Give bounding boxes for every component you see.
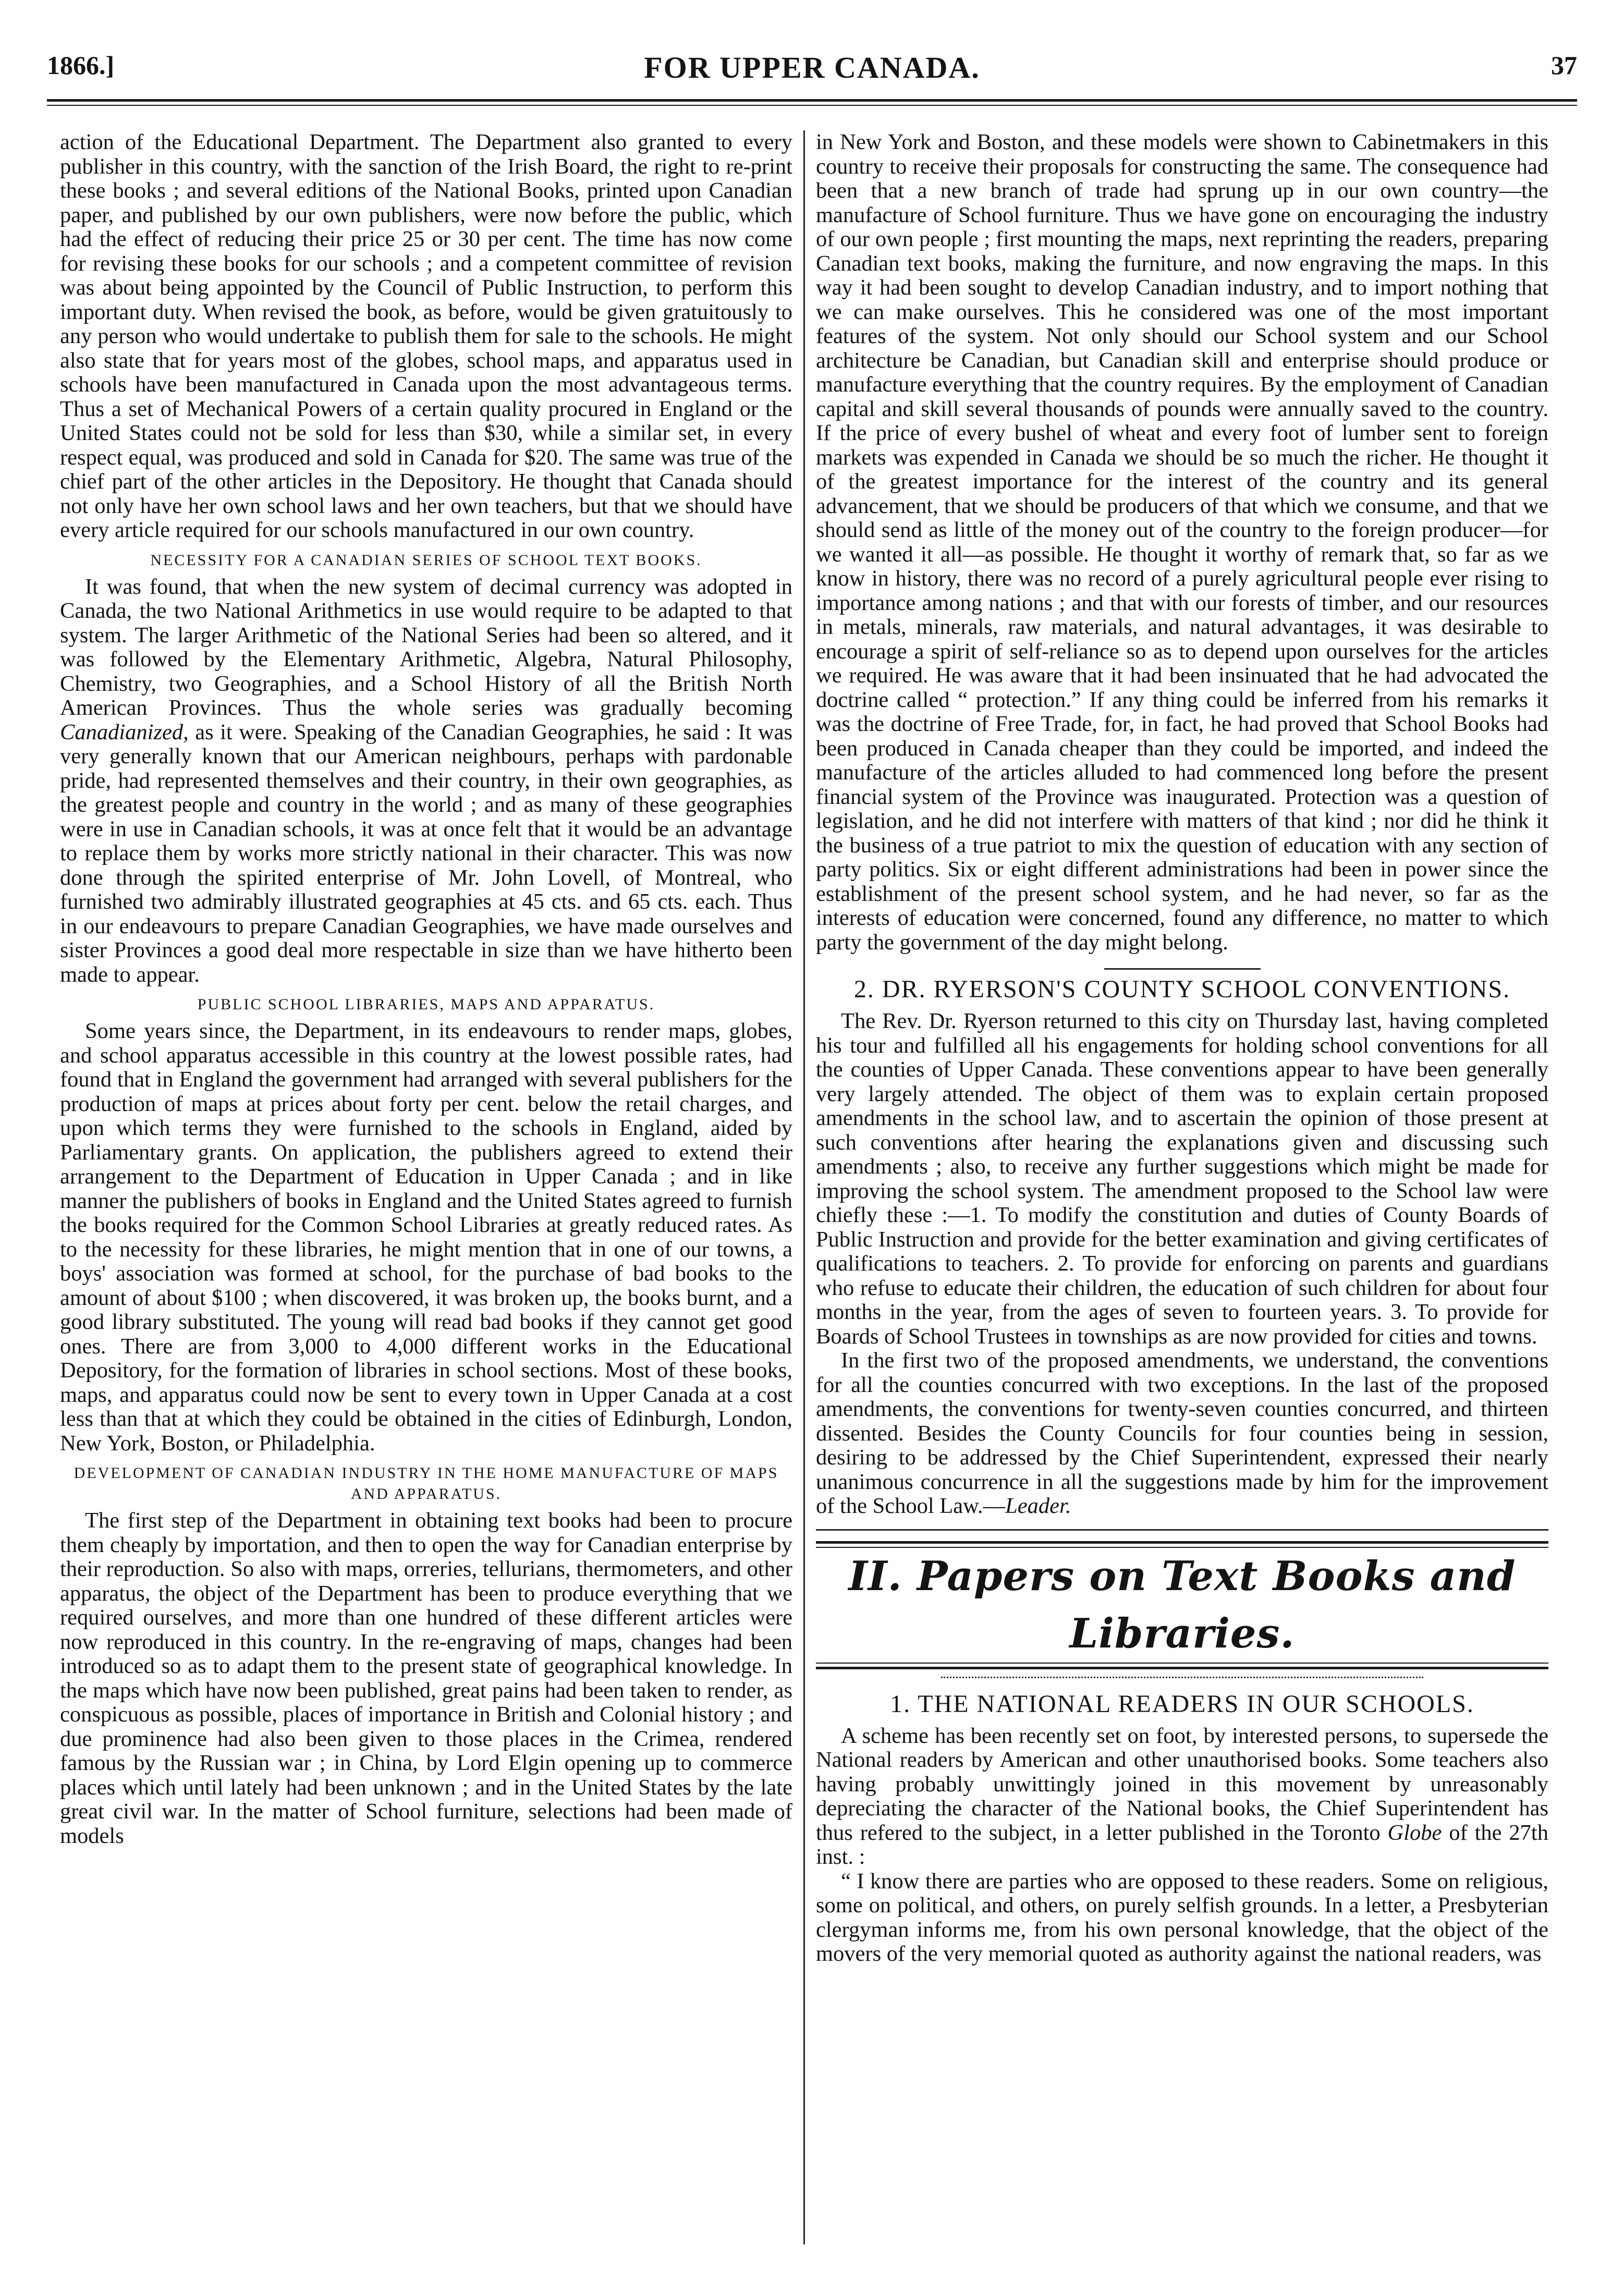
section-header xyxy=(816,1541,1548,1669)
subheading: PUBLIC SCHOOL LIBRARIES, MAPS AND APPARATUS. xyxy=(197,996,655,1013)
left-column xyxy=(60,130,792,2247)
section-rule xyxy=(816,1663,1548,1669)
paragraph: The first step of the Department in obtaining text books had been to procure them cheaply by importation, and then to open the way for Canadian enterprise by their reproduction. So also with maps, orreries, tellurians, thermometers, and other apparatus, the object of the Department has been to produce everything that we required ourselves, and more than one hundred of these different articles were now reproduced in this country. In the re-engraving of maps, changes had been introduced so as to adapt them to the present state of geographical knowledge. In the maps which have now been published, great pains had been taken to render, as conspicuous as possible, places of importance in British and Colonial history ; and due prominence had also been given to those places in the Crimea, rendered famous by the Russian war ; in China, by Lord Elgin opening up to commerce places which until lately had been unknown ; and in the United States by the late great civil war. In the matter of School furniture, selections had been made of models xyxy=(60,1508,792,1848)
divider xyxy=(1104,968,1261,970)
article-title: 1. THE NATIONAL READERS IN OUR SCHOOLS. xyxy=(890,1690,1474,1718)
ornamental-divider xyxy=(941,1677,1423,1684)
paragraph: Some years since, the Department, in its endeavours to render maps, globes, and school apparatus accessible in this country at the lowest possible rates, had found that in England the government had arranged with several publishers for the production of maps at prices about forty per cent. below the retail charges, and upon which terms they were furnished to the schools in England, aided by Parliamentary grants. On application, the publishers agreed to extend their arrangement to the Department of Education in Upper Canada ; and in like manner the publishers of books in England and the United States agreed to furnish the books required for the Common School Libraries at greatly reduced rates. As to the necessity for these libraries, he might mention that in one of our towns, a boys' association was formed at school, for the purchase of bad books to the amount of about $100 ; when discovered, it was broken up, the books burnt, and a good library substituted. The young will read bad books if they cannot get good ones. There are from 3,000 to 4,000 different works in the Educational Depository, for the formation of libraries in school sections. Most of these books, maps, and apparatus could now be sent to every town in Upper Canada at a cost less than that at which they could be obtained in the cities of Edinburgh, London, New York, Boston, or Philadelphia. xyxy=(60,1019,792,1456)
paragraph: The Rev. Dr. Ryerson returned to this city on Thursday last, having completed his tour and fulfilled all his engagements for holding school conventions for all the counties of Upper Canada. These conventions appear to have been generally very largely attended. The object of them was to explain certain proposed amendments in the school law, and to ascertain the opinion of those present at such conventions after hearing the explanations given and discussing such amendments ; also, to receive any further suggestions which might be made for improving the school system. The amendment proposed to the School law were chiefly these :—1. To modify the constitution and duties of County Boards of Public Instruction and provide for the better examination and giving certificates of qualifications to teachers. 2. To provide for enforcing on parents and guardians who refuse to educate their children, the education of such children for about four months in the year, from the ages of seven to fourteen years. 3. To provide for Boards of School Trustees in townships as are now provided for cities and towns. xyxy=(816,1009,1548,1349)
header-rule xyxy=(47,99,1577,106)
paragraph: A scheme has been recently set on foot, by interested persons, to supersede the National readers by American and other unauthorised books. Some teachers also having probably unwittingly joined in this movement by unreasonably depreciating the character of the National books, the Chief Superintendent has thus refered to the subject, in a letter published in the Toronto Globe of the 27th inst. : xyxy=(816,1723,1548,1869)
right-column xyxy=(816,130,1548,2247)
paragraph: It was found, that when the new system of decimal currency was adopted in Canada, the two National Arithmetics in use would require to be adapted to that system. The larger Arithmetic of the National Series had been so altered, and it was followed by the Elementary Arithmetic, Algebra, Natural Philosophy, Chemistry, two Geographies, and a School History of all the British North American Provinces. Thus the whole series was gradually becoming Canadianized, as it were. Speaking of the Canadian Geographies, he said : It was very generally known that our American neighbours, perhaps with pardonable pride, had represented themselves and their country, in their own geographies, as the greatest people and country in the world ; and as many of these geographies were in use in Canadian schools, it was at once felt that it would be an advantage to replace them by works more strictly national in their character. This was now done through the spirited enterprise of Mr. John Lovell, of Montreal, who furnished two admirably illustrated geographies at 45 cts. and 65 cts. each. Thus in our endeavours to prepare Canadian Geographies, we have made ourselves and sister Provinces a good deal more respectable in size than we have hitherto been made to appear. xyxy=(60,574,792,987)
paragraph: “ I know there are parties who are opposed to these readers. Some on religious, some on political, and others, on purely selfish grounds. In a letter, a Presbyterian clergyman informs me, from his own personal knowledge, that the object of the movers of the very memorial quoted as authority against the national readers, was xyxy=(816,1868,1548,1966)
running-head xyxy=(47,50,1577,97)
page-number: 37 xyxy=(1551,51,1577,80)
paragraph: action of the Educational Department. The Department also granted to every publisher in this country, with the sanction of the Irish Board, the right to re-print these books ; and several editions of the National Books, printed upon Canadian paper, and published by our own publishers, were now before the public, which had the effect of reducing their price 25 or 30 per cent. The time has now come for revising these books for our schools ; and a competent committee of revision was about being appointed by the Council of Public Instruction, to perform this important duty. When revised the book, as before, would be given gratuitously to any person who would undertake to publish them for sale to the schools. He might also state that for years most of the globes, school maps, and apparatus used in schools have been manufactured in Canada upon the most advantageous terms. Thus a set of Mechanical Powers of a certain quality procured in England or the United States could not be sold for less than $30, while a similar set, in every respect equal, was produced and sold in Canada for $20. The same was true of the chief part of the other articles in the Depository. He thought that Canada should not only have her own school laws and her own teachers, but that we should have every article required for our schools manufactured in our own country. xyxy=(60,130,792,542)
subheading: DEVELOPMENT OF CANADIAN INDUSTRY IN THE HOME MANUFACTURE OF MAPS AND APPARATUS. xyxy=(74,1464,779,1503)
column-divider xyxy=(803,130,805,2244)
section-rule xyxy=(816,1541,1548,1548)
subheading: NECESSITY FOR A CANADIAN SERIES OF SCHOOL TEXT BOOKS. xyxy=(150,551,702,569)
header-year: 1866.] xyxy=(47,51,115,80)
paragraph: in New York and Boston, and these models were shown to Cabinetmakers in this country to receive their proposals for constructing the same. The consequence had been that a new branch of trade had sprung up in our own country—the manufacture of School furniture. Thus we have gone on encouraging the industry of our own people ; first mounting the maps, next reprinting the readers, preparing Canadian text books, making the furniture, and now engraving the maps. In this way it had been sought to develop Canadian industry, and to import nothing that we can make ourselves. This he considered was one of the most important features of the system. Not only should our School system and our School architecture be Canadian, but Canadian skill and enterprise should produce or manufacture everything that the country requires. By the employment of Canadian capital and skill several thousands of pounds were annually saved to the country. If the price of every bushel of wheat and every foot of lumber sent to foreign markets was expended in Canada we should be so much the richer. He thought it of the greatest importance for the interest of the country and its general advancement, that we should be producers of that which we consume, and that we should send as little of the money out of the country to the foreign producer—for we wanted it all—as possible. He thought it worthy of remark that, so far as we know in history, there was no record of a purely agricultural people ever rising to importance among nations ; and that with our forests of timber, and our resources in metals, minerals, raw materials, and natural advantages, it was desirable to encourage a spirit of self-reliance so as to depend upon ourselves for the articles we required. He was aware that it had been insinuated that he had advocated the doctrine called “ protection.” If any thing could be inferred from his remarks it was the doctrine of Free Trade, for, in fact, he had proved that School Books had been produced in Canada cheaper than they could be imported, and indeed the manufacture of the articles alluded to had commenced long before the present financial system of the Province was inaugurated. Protection was a question of legislation, and he did not interfere with matters of that kind ; nor did he think it the business of a true patriot to mix the question of education with any section of party politics. Six or eight different administrations had been in power since the establishment of the present school system, and he had never, so far as the interests of education were concerned, found any difference, no matter to which party the government of the day might belong. xyxy=(816,130,1548,955)
paragraph: In the first two of the proposed amendments, we understand, the conventions for all the counties concurred with two exceptions. In the last of the proposed amendments, the conventions for twenty-seven counties concurred, and thirteen dissented. Besides the County Councils for four counties being in session, desiring to be addressed by the Chief Superintendent, expressed their nearly unanimous concurrence in all the suggestions made by him for the improvement of the School Law.—Leader. xyxy=(816,1348,1548,1518)
header-title: FOR UPPER CANADA. xyxy=(644,51,980,84)
section-heading: II. Papers on Text Books and Libraries. xyxy=(848,1552,1516,1657)
divider xyxy=(816,1529,1548,1531)
article-title: 2. DR. RYERSON'S COUNTY SCHOOL CONVENTIONS. xyxy=(853,975,1511,1003)
